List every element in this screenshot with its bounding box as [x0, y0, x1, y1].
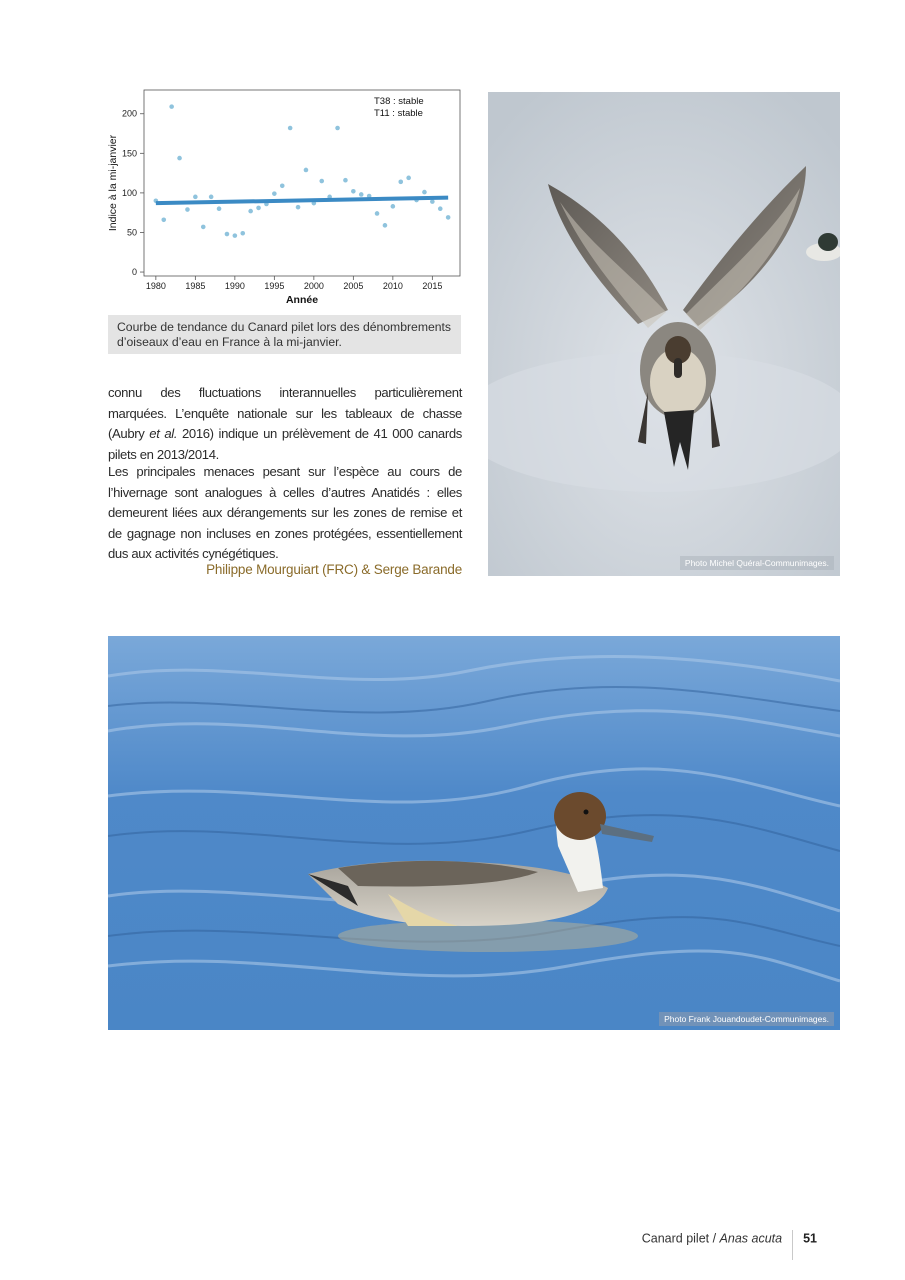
trend-annotation: T11 : stable — [374, 108, 423, 119]
paragraph-text: connu des fluctuations interannuelles particulièrement marquées. L’enquête nationale sur les tableaux de chasse (Aubry — [108, 385, 462, 441]
page-footer — [642, 1224, 817, 1254]
footer-separator: / — [709, 1231, 720, 1246]
data-point — [383, 223, 388, 228]
x-tick-label: 2010 — [382, 281, 403, 291]
data-point — [240, 231, 245, 236]
data-point — [375, 211, 380, 216]
data-point — [209, 195, 214, 200]
data-point — [217, 206, 222, 211]
chart-caption: Courbe de tendance du Canard pilet lors des dénombrements d’oiseaux d’eau en France à la mi-janvier. — [108, 315, 461, 354]
data-point — [201, 225, 206, 230]
data-point — [422, 190, 427, 195]
data-point — [304, 168, 309, 173]
footer-species: Canard pilet — [641, 1231, 710, 1246]
page-number: 51 — [803, 1231, 817, 1246]
data-point — [248, 209, 253, 214]
photo-swimming-pintail — [108, 636, 840, 1030]
data-point — [256, 206, 261, 211]
x-tick-label: 2005 — [343, 281, 364, 291]
data-point — [233, 233, 238, 238]
data-point — [398, 180, 403, 185]
data-point — [169, 104, 174, 109]
data-point — [177, 156, 182, 161]
paragraph-threats: Les principales menaces pesant sur l’espèce au cours de l’hivernage sont analogues à celles d’autres Anatidés : elles demeurent liées aux dérangements sur les zones de remise et de gagnage non incluses en zones protégées, essentiellement dus aux activités cynégétiques. — [108, 464, 462, 561]
photo-credit-1: Photo Michel Quéral-Communimages. — [680, 556, 834, 570]
data-point — [446, 215, 451, 220]
data-point — [406, 176, 411, 181]
paragraph-text-end: 2016) indique un prélèvement de 41 000 canards pilets en 2013/2014. — [108, 426, 462, 462]
x-tick-label: 1990 — [224, 281, 245, 291]
swimming-duck-illustration — [108, 636, 840, 1030]
x-tick-label: 2015 — [422, 281, 443, 291]
data-point — [185, 207, 190, 212]
photo-credit-2: Photo Frank Jouandoudet-Communimages. — [659, 1012, 834, 1026]
data-point — [430, 199, 435, 204]
data-point — [343, 178, 348, 183]
data-point — [391, 204, 396, 209]
footer-divider — [792, 1230, 793, 1260]
data-point — [359, 192, 364, 197]
data-point — [161, 218, 166, 223]
paragraph-hunting — [108, 383, 462, 465]
trend-annotation: T38 : stable — [374, 96, 424, 107]
y-axis-label: Indice à la mi-janvier — [107, 134, 119, 232]
data-point — [272, 191, 277, 196]
data-point — [193, 195, 198, 200]
data-point — [351, 189, 356, 194]
data-point — [319, 179, 324, 184]
paragraph-italic: et al. — [149, 426, 178, 441]
photo-flying-pintail — [488, 92, 840, 576]
x-tick-label: 2000 — [303, 281, 324, 291]
data-point — [296, 205, 301, 210]
y-tick-label: 50 — [126, 227, 137, 238]
x-tick-label: 1985 — [185, 281, 206, 291]
trend-line — [156, 198, 448, 204]
y-tick-label: 100 — [121, 187, 137, 198]
footer-latin-name: Anas acuta — [719, 1231, 783, 1246]
x-axis-label: Année — [285, 294, 319, 306]
author-line: Philippe Mourguiart (FRC) & Serge Barande — [206, 562, 462, 577]
trend-chart — [104, 86, 466, 312]
data-point — [225, 232, 230, 237]
data-point — [438, 206, 443, 211]
x-tick-label: 1980 — [145, 281, 166, 291]
y-tick-label: 200 — [121, 108, 137, 119]
data-point — [288, 126, 293, 131]
y-tick-label: 0 — [131, 267, 137, 278]
data-point — [335, 126, 340, 131]
flying-duck-illustration — [488, 92, 840, 576]
x-tick-label: 1995 — [264, 281, 285, 291]
y-tick-label: 150 — [121, 148, 137, 159]
data-point — [280, 183, 285, 188]
